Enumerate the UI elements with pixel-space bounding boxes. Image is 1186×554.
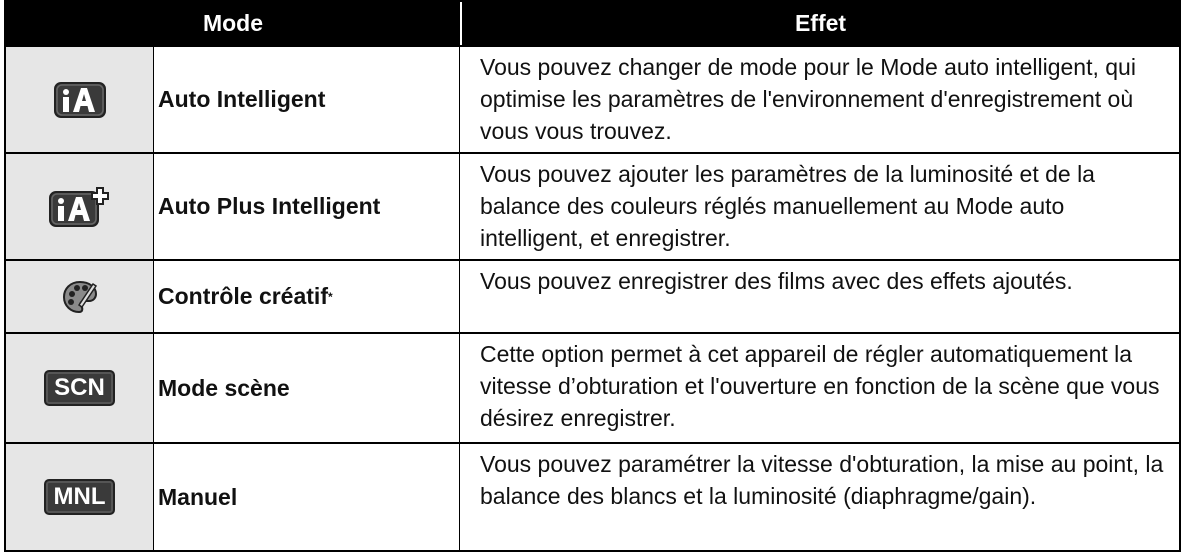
scn-icon xyxy=(6,334,154,442)
header-mode: Mode xyxy=(6,2,462,45)
mode-effect: Vous pouvez paramétrer la vitesse d'obturation, la mise au point, la balance des blancs et la luminosité (diaphragme/gain). xyxy=(480,451,1164,509)
ia-icon xyxy=(6,47,154,152)
table-header xyxy=(6,2,1179,45)
mode-table xyxy=(4,0,1181,552)
footnote-mark: * xyxy=(327,289,333,304)
table-row xyxy=(6,332,1179,442)
mode-effect: Vous pouvez ajouter les paramètres de la luminosité et de la balance des couleurs réglés manuellement au Mode auto intelligent, et enregistrer. xyxy=(480,161,1095,251)
mode-name: Auto Intelligent xyxy=(154,47,460,152)
mode-effect: Cette option permet à cet appareil de régler automatiquement la vitesse d’obturation et l'ouverture en fonction de la scène que vous désirez enregistrer. xyxy=(480,341,1160,431)
scn-badge: SCN xyxy=(44,370,115,406)
mode-name: Mode scène xyxy=(154,334,460,442)
palette-icon xyxy=(6,261,154,332)
mode-effect: Vous pouvez changer de mode pour le Mode auto intelligent, qui optimise les paramètres de l'environnement d'enregistrement où vous vous trouvez. xyxy=(480,54,1136,144)
table-row xyxy=(6,152,1179,259)
table-row xyxy=(6,259,1179,332)
table-row xyxy=(6,45,1179,152)
mode-name: Auto Plus Intelligent xyxy=(154,154,460,259)
table-row xyxy=(6,442,1179,550)
mode-name: Contrôle créatif * xyxy=(154,261,460,332)
mode-name: Manuel xyxy=(154,444,460,550)
mode-effect: Vous pouvez enregistrer des films avec des effets ajoutés. xyxy=(480,268,1073,294)
ia-plus-icon xyxy=(6,154,154,259)
header-effet: Effet xyxy=(794,10,847,36)
mnl-badge: MNL xyxy=(44,479,116,515)
mnl-icon xyxy=(6,444,154,550)
